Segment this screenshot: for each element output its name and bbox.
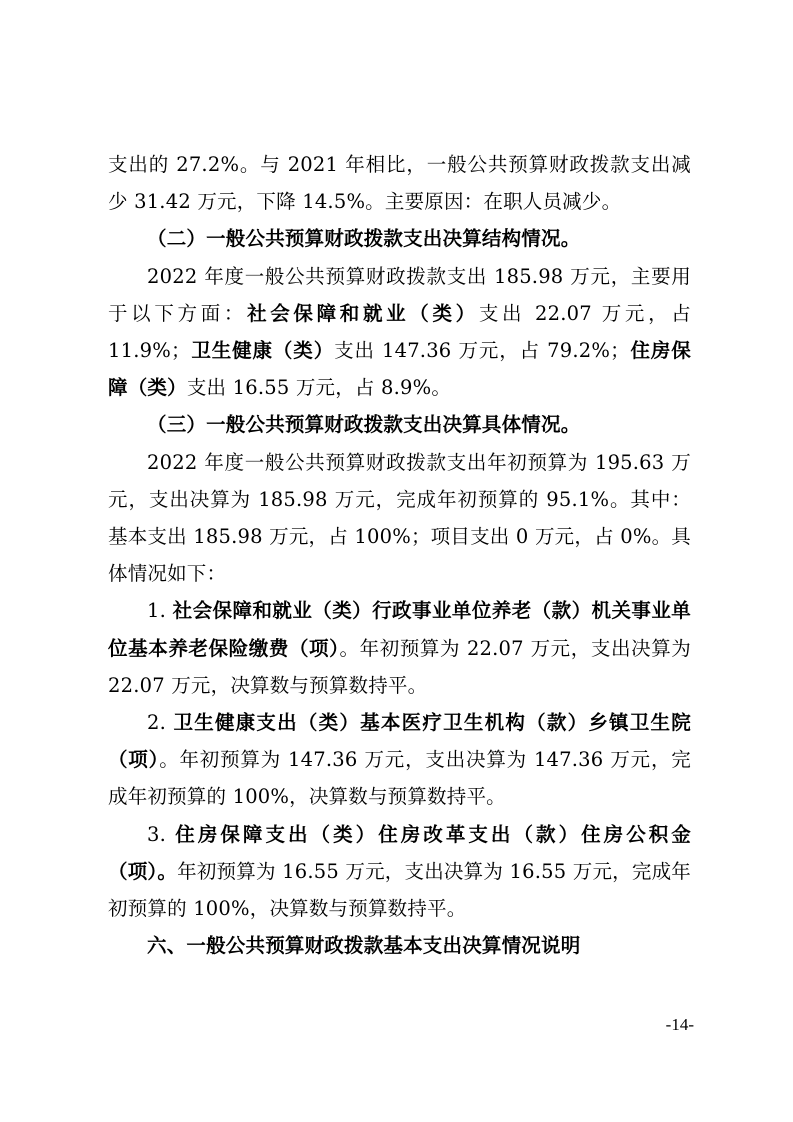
paragraph-structure [108, 258, 691, 407]
list-item-2 [108, 704, 691, 816]
paragraph-text: 2022 年度一般公共预算财政拨款支出年初预算为 195.63 万元，支出决算为 185.98 万元，完成年初预算的 95.1%。其中：基本支出 185.98 万元，占 100%；项目支出 0 万元，占 0%。具体情况如下： [108, 450, 691, 586]
item-title: 住房保障支出（类）住房改革支出（款）住房公积金（项）。 [108, 822, 692, 883]
list-number: 1. [147, 599, 173, 623]
paragraph-details [108, 444, 691, 593]
heading-text: （三）一般公共预算财政拨款支出决算具体情况。 [147, 413, 581, 437]
document-body [108, 146, 691, 964]
item-title: 卫生健康支出（类）基本医疗卫生机构（款）乡镇卫生院（项） [108, 711, 691, 772]
category-housing: 住房保障（类） [108, 339, 691, 400]
list-item-3 [108, 816, 691, 928]
paragraph-text: 支出的 27.2%。与 2021 年相比，一般公共预算财政拨款支出减少 31.42 万元，下降 14.5%。主要原因：在职人员减少。 [108, 153, 691, 214]
section-heading-structure [108, 220, 691, 257]
item-text: 。年初预算为 22.07 万元，支出决算为 22.07 万元，决算数与预算数持平。 [108, 636, 692, 697]
page-number: -14- [665, 1015, 694, 1034]
category-health: 卫生健康（类） [190, 339, 335, 363]
paragraph-text: 支出 16.55 万元，占 8.9%。 [186, 376, 452, 400]
section-heading-basic-expense [108, 927, 691, 964]
item-text: 年初预算为 16.55 万元，支出决算为 16.55 万元，完成年初预算的 100%，决算数与预算数持平。 [108, 859, 691, 921]
list-item-1 [108, 592, 691, 704]
section-heading-details [108, 406, 691, 443]
paragraph-text: 2022 年度一般公共预算财政拨款支出 185.98 万元，主要用于以下方面： [108, 264, 691, 325]
category-social-security: 社会保障和就业（类） [247, 301, 479, 325]
paragraph-expense-change [108, 146, 691, 220]
paragraph-text: 支出 22.07 万元，占 11.9%； [108, 301, 691, 363]
list-number: 2. [147, 711, 174, 735]
paragraph-text: 支出 147.36 万元，占 79.2%； [334, 339, 630, 363]
heading-text: （二）一般公共预算财政拨款支出决算结构情况。 [147, 227, 581, 251]
item-text: 。年初预算为 147.36 万元，支出决算为 147.36 万元，完成年初预算的 100%，决算数与预算数持平。 [108, 748, 691, 809]
item-title: 社会保障和就业（类）行政事业单位养老（款）机关事业单位基本养老保险缴费（项） [108, 599, 692, 660]
heading-text: 六、一般公共预算财政拨款基本支出决算情况说明 [147, 934, 581, 958]
list-number: 3. [147, 822, 176, 846]
